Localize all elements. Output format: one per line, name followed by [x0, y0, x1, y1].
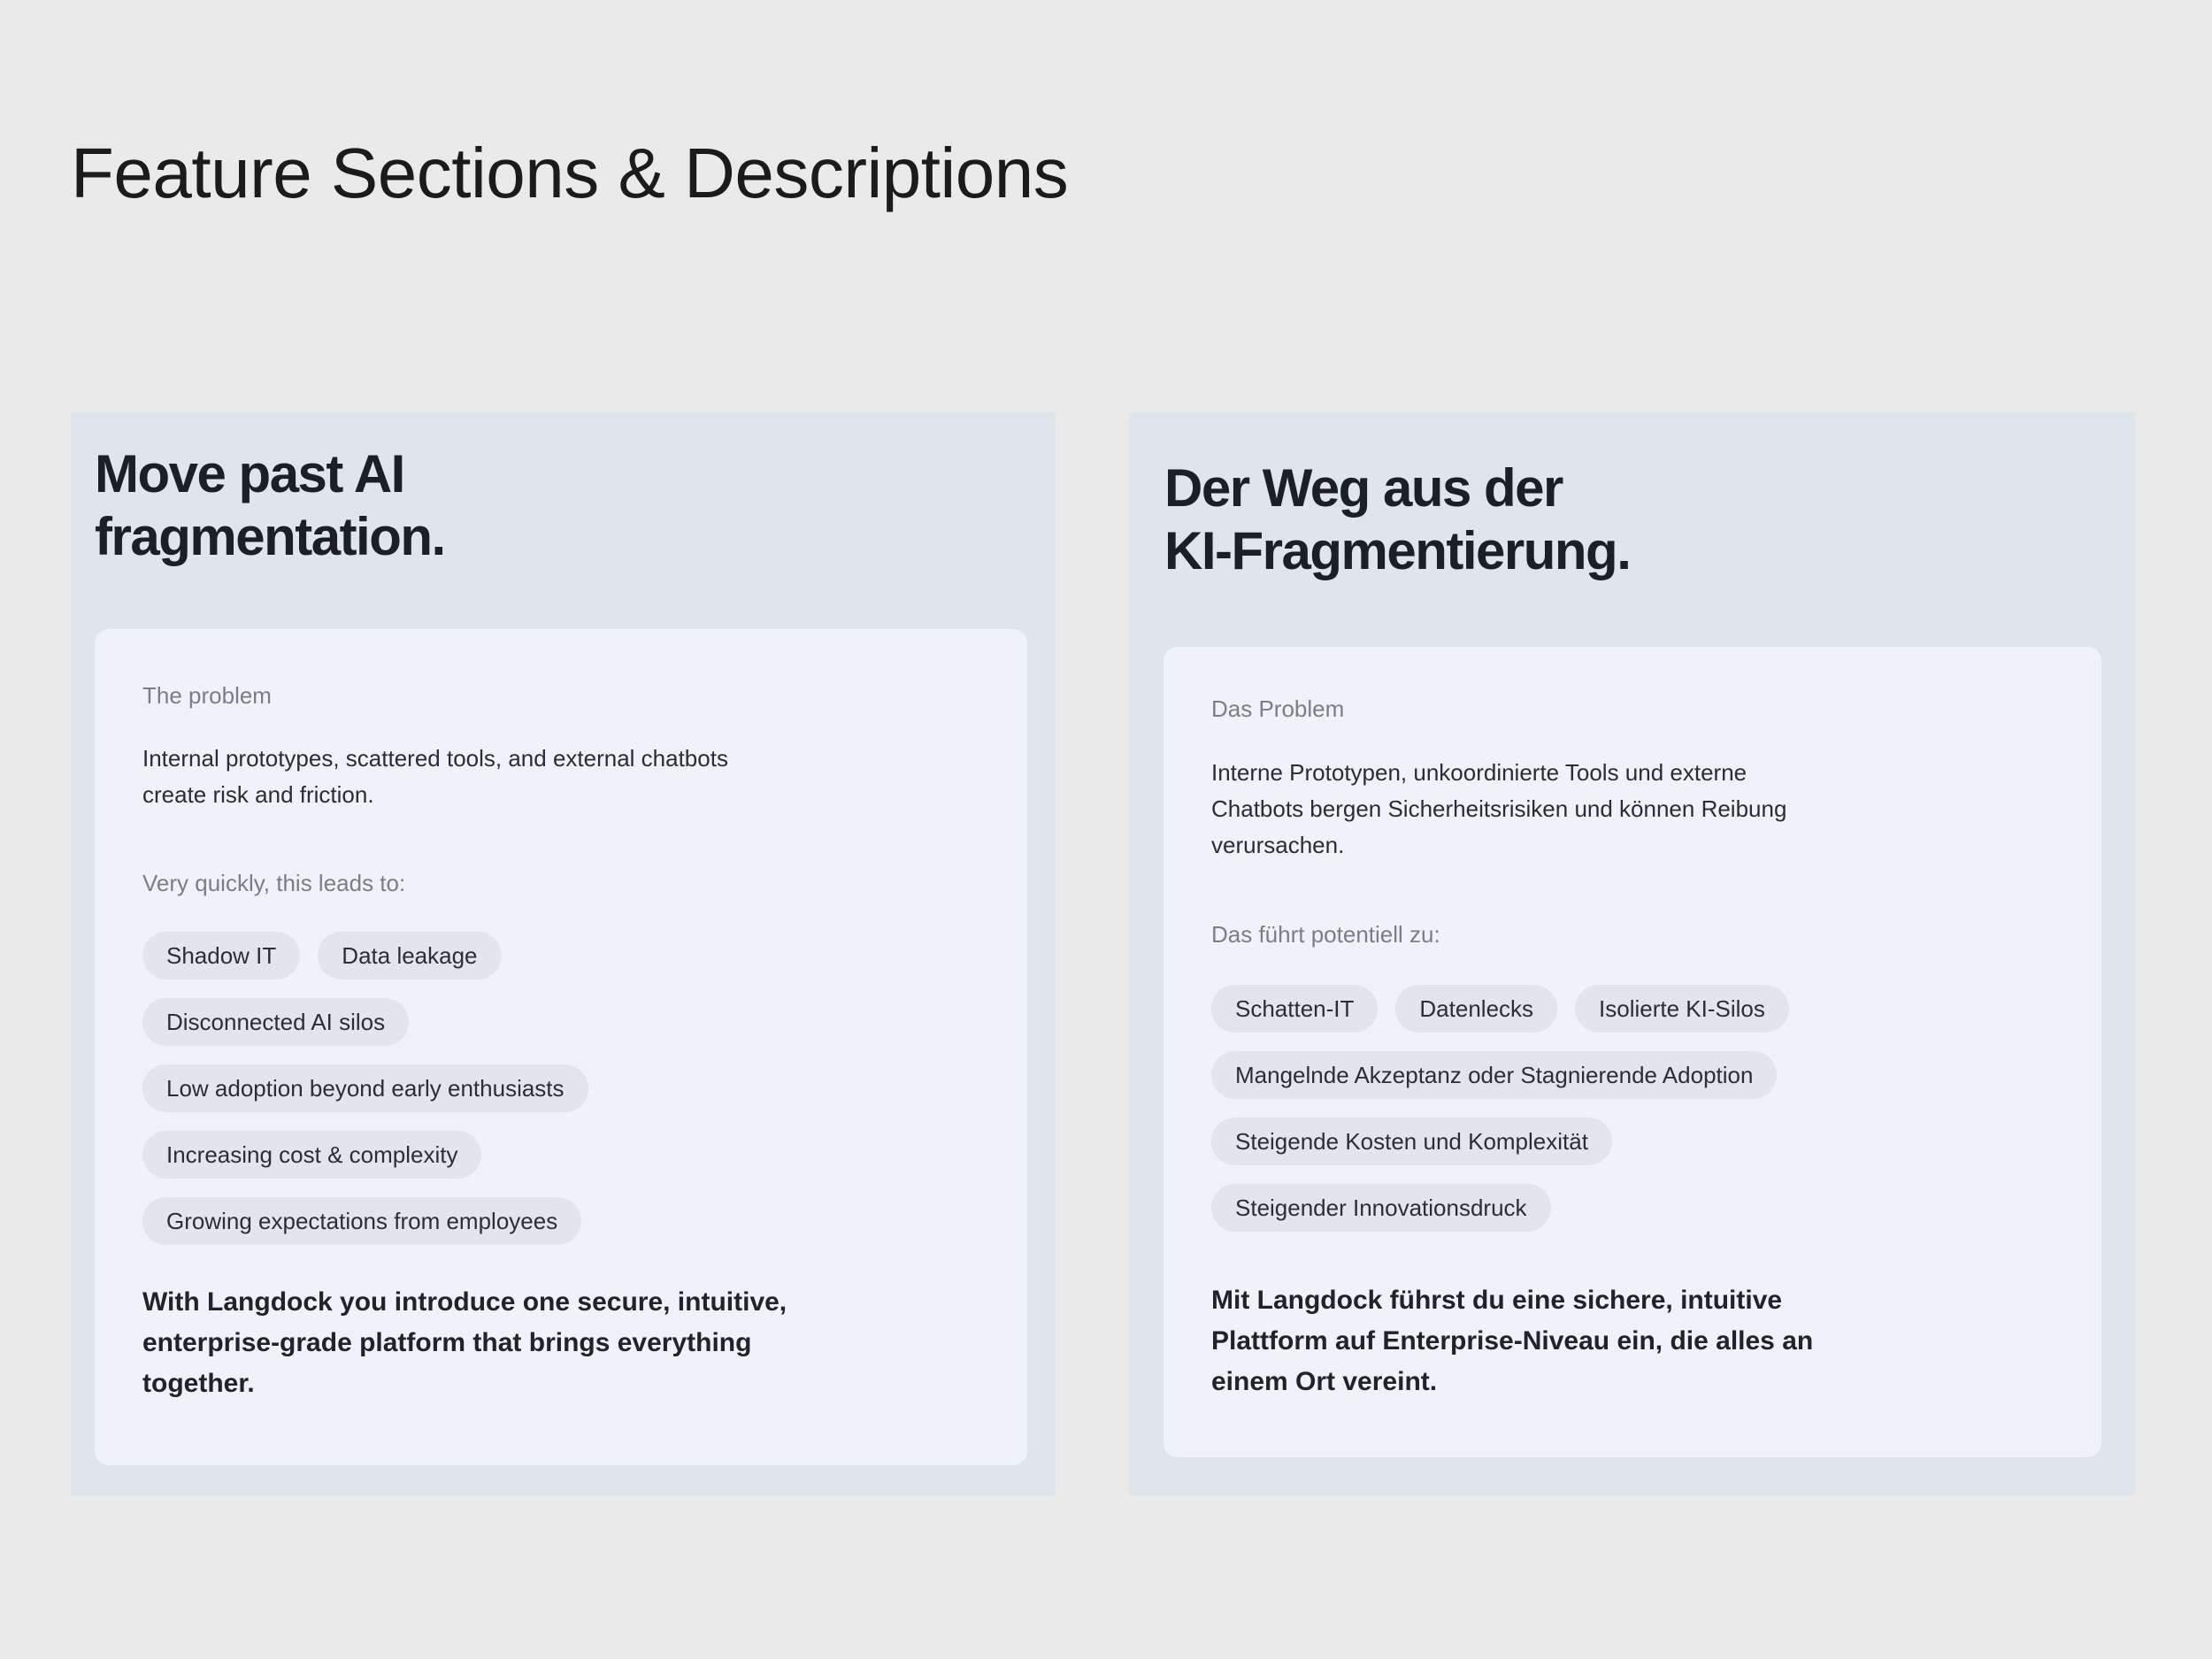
closing-statement: Mit Langdock führst du eine sichere, intuitive Plattform auf Enterprise-Niveau ein, die alles an einem Ort vereint. [1211, 1286, 1814, 1396]
feature-section-english [71, 412, 1056, 1495]
problem-card [95, 629, 1027, 1465]
consequence-chip: Growing expectations from employees [142, 1197, 581, 1245]
consequence-chip: Data leakage [318, 932, 501, 979]
problem-card [1164, 647, 2101, 1457]
problem-description: Internal prototypes, scattered tools, and external chatbots create risk and friction. [142, 745, 728, 808]
problem-label: Das Problem [1211, 695, 1345, 722]
section-headline: Move past AI fragmentation. [95, 444, 445, 566]
problem-description: Interne Prototypen, unkoordinierte Tools und externe Chatbots bergen Sicherheitsrisiken und können Reibung verursachen. [1211, 759, 1787, 858]
consequence-chip: Datenlecks [1395, 985, 1557, 1033]
section-headline: Der Weg aus der KI-Fragmentierung. [1164, 458, 1631, 580]
consequence-chip: Mangelnde Akzeptanz oder Stagnierende Adoption [1211, 1051, 1777, 1099]
consequence-chip: Steigende Kosten und Komplexität [1211, 1118, 1612, 1165]
consequence-chip: Increasing cost & complexity [142, 1131, 481, 1179]
consequence-chip: Disconnected AI silos [142, 998, 409, 1046]
consequence-chip: Steigender Innovationsdruck [1211, 1184, 1551, 1232]
problem-label: The problem [142, 682, 272, 709]
closing-statement: With Langdock you introduce one secure, intuitive, enterprise-grade platform that brings everything together. [142, 1287, 787, 1398]
page-title: Feature Sections & Descriptions [71, 134, 1069, 212]
leads-to-label: Very quickly, this leads to: [142, 870, 406, 896]
consequence-chip: Shadow IT [142, 932, 300, 979]
consequence-chip: Isolierte KI-Silos [1575, 985, 1789, 1033]
consequence-chip: Low adoption beyond early enthusiasts [142, 1064, 588, 1112]
consequence-chip-list [142, 932, 638, 1245]
feature-section-german [1129, 412, 2135, 1495]
leads-to-label: Das führt potentiell zu: [1211, 921, 1440, 948]
consequence-chip-list [1211, 985, 1831, 1232]
consequence-chip: Schatten-IT [1211, 985, 1378, 1033]
